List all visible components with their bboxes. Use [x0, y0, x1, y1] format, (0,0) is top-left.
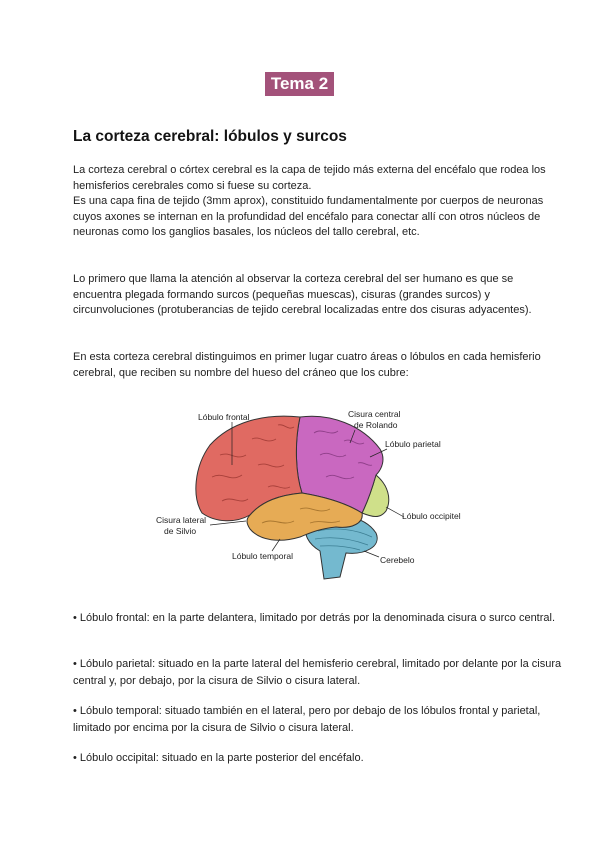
- topic-tag: Tema 2: [265, 72, 334, 96]
- label-lateral-1: Cisura lateral: [156, 515, 207, 525]
- label-cerebelo: Cerebelo: [380, 555, 415, 565]
- brain-diagram: [150, 405, 480, 585]
- folding-paragraph: Lo primero que llama la atención al observar la corteza cerebral del ser humano es que se encuentra plegada formando surcos (pequeñas muescas), cisuras (grandes surcos) y circunvoluciones (protuberancias de tejido cerebral localizadas entre dos cisuras adyacentes).: [73, 273, 532, 316]
- label-central-1: Cisura central: [348, 409, 401, 419]
- intro-paragraph: [73, 163, 558, 241]
- section-heading: La corteza cerebral: lóbulos y surcos: [73, 128, 347, 145]
- intro-line-1: La corteza cerebral o córtex cerebral es la capa de tejido más externa del encéfalo que rodea los hemisferios cerebrales como si fuese su corteza.: [73, 164, 546, 192]
- label-lateral-2: de Silvio: [164, 526, 197, 536]
- bullet-temporal: • Lóbulo temporal: situado también en el lateral, pero por debajo de los lóbulos frontal y parietal, limitado por encima por la cisura de Silvio o cisura lateral.: [73, 705, 541, 734]
- lobes-intro-paragraph: En esta corteza cerebral distinguimos en primer lugar cuatro áreas o lóbulos en cada hemisferio cerebral, que reciben su nombre del hueso del cráneo que los cubre:: [73, 351, 541, 379]
- label-temporal: Lóbulo temporal: [232, 551, 293, 561]
- label-frontal: Lóbulo frontal: [198, 412, 250, 422]
- bullet-occipital: • Lóbulo occipital: situado en la parte posterior del encéfalo.: [73, 752, 364, 764]
- bullet-frontal: • Lóbulo frontal: en la parte delantera, limitado por detrás por la denominada cisura o surco central.: [73, 612, 556, 624]
- label-parietal: Lóbulo parietal: [385, 439, 441, 449]
- bullet-parietal: • Lóbulo parietal: situado en la parte lateral del hemisferio cerebral, limitado por delante por la cisura central y, por debajo, por la cisura de Silvio o cisura lateral.: [73, 658, 562, 687]
- label-central-2: de Rolando: [354, 420, 398, 430]
- intro-line-2: Es una capa fina de tejido (3mm aprox), constituido fundamentalmente por cuerpos de neuronas cuyos axones se internan en la profundidad del encéfalo para conectar allí con otros núcleos de neuronas como los ganglios basales, los núcleos del tallo cerebral, etc.: [73, 195, 544, 238]
- label-occipital: Lóbulo occipitel: [402, 511, 461, 521]
